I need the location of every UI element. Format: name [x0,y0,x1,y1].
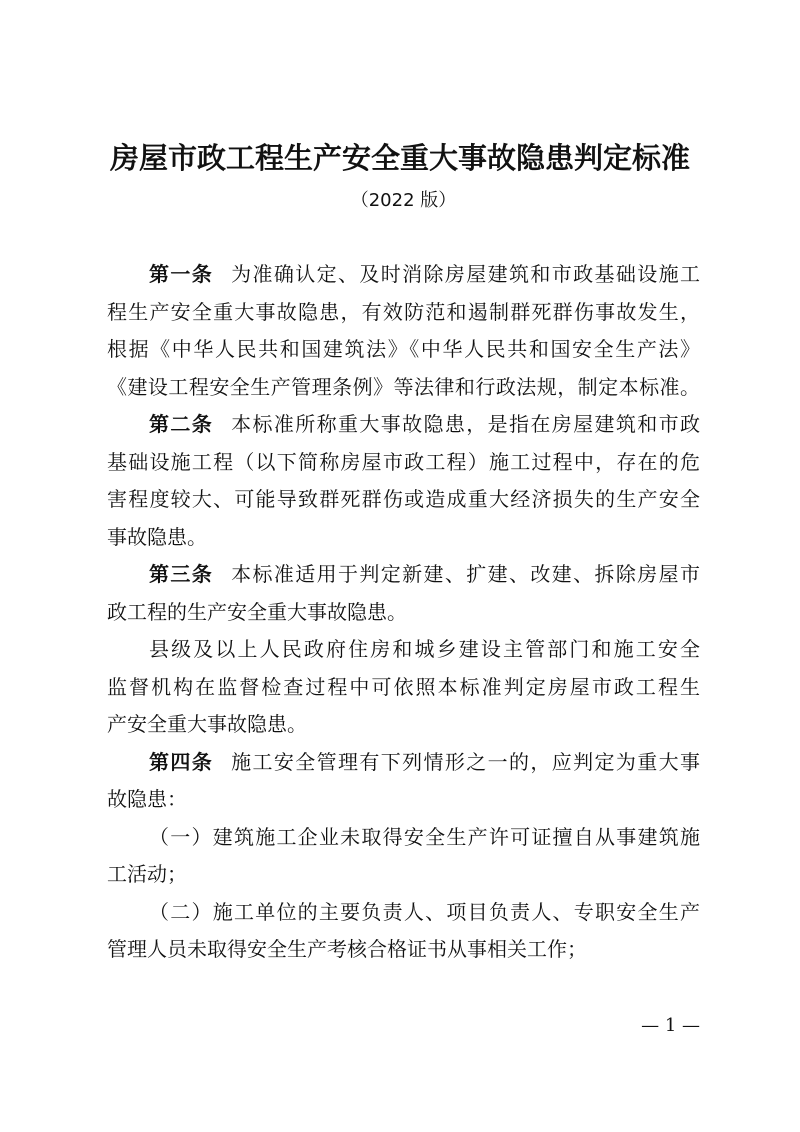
article-3 [107,556,700,631]
document-body [107,256,700,969]
text-line: 基础设施工程（以下简称房屋市政工程）施工过程中，存在的危 [107,449,700,474]
article-2 [107,406,700,556]
text-line: 事故隐患。 [107,524,207,549]
paragraph [107,631,700,744]
line-text: 为准确认定、及时消除房屋建筑和市政基础设施工 [231,262,700,286]
text-line: 政工程的生产安全重大事故隐患。 [107,599,407,624]
document-title: 房屋市政工程生产安全重大事故隐患判定标准 [109,141,690,175]
text-line: 管理人员未取得安全生产考核合格证书从事相关工作； [107,937,587,961]
article-heading: 第二条 [149,412,214,436]
article-1 [107,256,700,406]
text-line: 县级及以上人民政府住房和城乡建设主管部门和施工安全 [149,637,700,661]
page-number: — 1 — [641,1015,700,1036]
article-4 [107,744,700,819]
text-line: 《建设工程安全生产管理条例》等法律和行政法规，制定本标准。 [107,374,700,399]
text-line: （二）施工单位的主要负责人、项目负责人、专职安全生产 [149,899,700,924]
text-line [107,744,700,782]
text-line [107,406,700,444]
article-heading: 第三条 [149,562,214,586]
text-line [107,556,700,594]
article-heading: 第四条 [149,749,214,774]
text-line [107,256,700,294]
text-line: 根据《中华人民共和国建筑法》《中华人民共和国安全生产法》 [107,337,700,361]
list-item [107,894,700,969]
text-line: 监督机构在监督检查过程中可依照本标准判定房屋市政工程生 [107,674,700,699]
list-item [107,819,700,894]
text-line: 产安全重大事故隐患。 [107,712,307,736]
article-heading: 第一条 [149,262,214,286]
text-line: 程生产安全重大事故隐患，有效防范和遏制群死群伤事故发生， [107,299,700,324]
text-line: 害程度较大、可能导致群死群伤或造成重大经济损失的生产安全 [107,487,700,511]
document-subtitle: （2022 版） [350,190,457,211]
line-text: 施工安全管理有下列情形之一的，应判定为重大事 [231,749,700,774]
text-line: 工活动； [107,862,187,886]
line-text: 本标准适用于判定新建、扩建、改建、拆除房屋市 [231,562,700,586]
line-text: 本标准所称重大事故隐患，是指在房屋建筑和市政 [231,412,700,436]
text-line: （一）建筑施工企业未取得安全生产许可证擅自从事建筑施 [149,824,700,849]
text-line: 故隐患： [107,787,187,811]
